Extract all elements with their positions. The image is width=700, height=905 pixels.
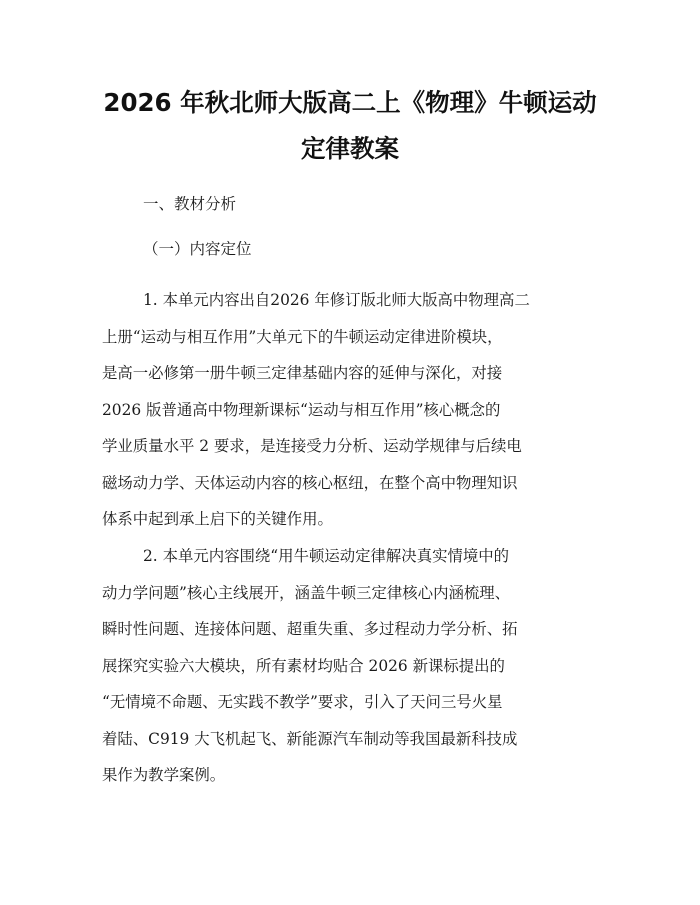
paragraph-2-line: 2. 本单元内容围绕“用牛顿运动定律解决真实情境中的 bbox=[143, 547, 510, 565]
paragraph-2-line: 瞬时性问题、连接体问题、超重失重、多过程动力学分析、拓 bbox=[102, 620, 518, 638]
subsection-heading-content-positioning: （一）内容定位 bbox=[143, 240, 252, 258]
paragraph-1-line: 上册“运动与相互作用”大单元下的牛顿运动定律进阶模块， bbox=[102, 327, 503, 346]
paragraph-1-line: 磁场动力学、天体运动内容的核心枢纽，在整个高中物理知识 bbox=[102, 473, 518, 492]
paragraph-1-line: 体系中起到承上启下的关键作用。 bbox=[102, 510, 333, 528]
paragraph-2-line: “无情境不命题、无实践不教学”要求，引入了天问三号火星 bbox=[102, 693, 503, 711]
paragraph-1-line: 学业质量水平 2 要求，是连接受力分析、运动学规律与后续电 bbox=[102, 437, 522, 455]
paragraph-1-line: 2026 版普通高中物理新课标“运动与相互作用”核心概念的 bbox=[102, 400, 501, 419]
document-title-line-2: 定律教案 bbox=[301, 134, 399, 163]
paragraph-2-line: 动力学问题”核心主线展开，涵盖牛顿三定律核心内涵梳理、 bbox=[102, 583, 511, 602]
paragraph-1-line: 是高一必修第一册牛顿三定律基础内容的延伸与深化，对接 bbox=[102, 364, 503, 382]
paragraph-2-line: 着陆、C919 大飞机起飞、新能源汽车制动等我国最新科技成 bbox=[102, 729, 518, 748]
paragraph-2-line: 果作为教学案例。 bbox=[102, 766, 226, 784]
paragraph-1 bbox=[102, 282, 602, 538]
document-title-line-1: 2026 年秋北师大版高二上《物理》牛顿运动 bbox=[103, 88, 597, 117]
paragraph-2 bbox=[102, 538, 602, 794]
paragraph-2-line: 展探究实验六大模块，所有素材均贴合 2026 新课标提出的 bbox=[102, 656, 505, 675]
section-heading-textbook-analysis: 一、教材分析 bbox=[143, 195, 237, 213]
paragraph-1-line: 1. 本单元内容出自2026 年修订版北师大版高中物理高二 bbox=[143, 291, 530, 309]
